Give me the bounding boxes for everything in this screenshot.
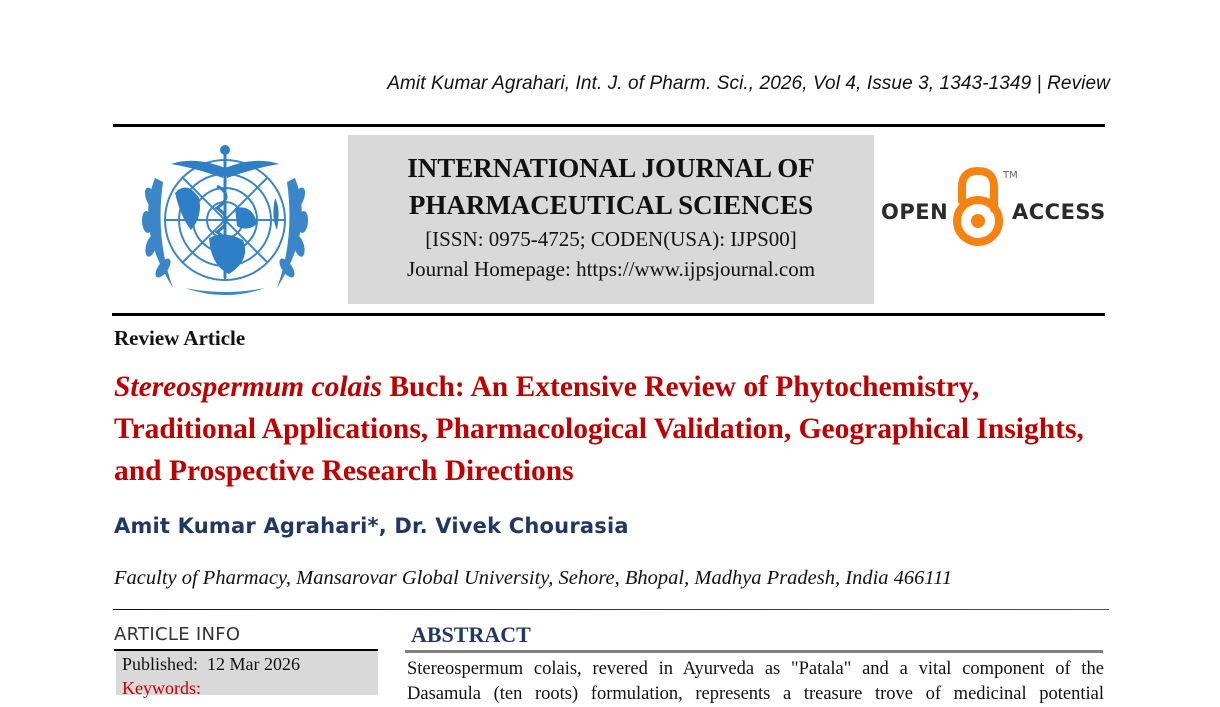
journal-title-line1: INTERNATIONAL JOURNAL OF: [407, 153, 815, 183]
abstract-line-1: Stereospermum colais, revered in Ayurveda as "Patala" and a vital component of the: [407, 659, 1104, 679]
journal-homepage: Journal Homepage: https://www.ijpsjournal.com: [406, 257, 816, 281]
header-top-rule: [113, 124, 1105, 127]
open-access-word-open: OPEN: [881, 200, 949, 224]
article-type: Review Article: [114, 326, 246, 350]
author-list: Amit Kumar Agrahari*, Dr. Vivek Chourasia: [114, 514, 629, 538]
caduceus-globe-laurel-icon: [125, 138, 325, 306]
journal-title-line2: PHARMACEUTICAL SCIENCES: [408, 190, 814, 220]
abstract-heading: ABSTRACT: [411, 622, 531, 647]
running-header-citation: Amit Kumar Agrahari, Int. J. of Pharm. Sci., 2026, Vol 4, Issue 3, 1343-1349 | Review: [387, 73, 1110, 94]
published-row: [122, 654, 300, 675]
abstract-rule: [405, 650, 1103, 653]
abstract-line-2: Dasamula (ten roots) formulation, represents a treasure trove of medicinal potential: [407, 684, 1104, 704]
journal-masthead: [348, 135, 874, 304]
journal-logo: [125, 138, 325, 306]
author-affiliation: Faculty of Pharmacy, Mansarovar Global University, Sehore, Bhopal, Madhya Pradesh, India 466111: [114, 567, 953, 589]
published-date: 12 Mar 2026: [207, 654, 301, 674]
abstract-body: [407, 657, 1104, 707]
keywords-label: Keywords:: [122, 678, 201, 698]
article-title-rest: Buch: An Extensive Review of Phytochemistry, Traditional Applications, Pharmacological Validation, Geographical Insights, and Prospective Research Directions: [114, 371, 1084, 487]
open-access-word-access: ACCESS: [1012, 200, 1106, 224]
trademark-mark: TM: [1003, 170, 1018, 181]
published-label: Published:: [122, 654, 199, 674]
open-lock-icon: [948, 163, 1008, 253]
article-info-box: [116, 651, 378, 698]
article-title: [114, 366, 1114, 492]
affiliation-divider: [113, 609, 1109, 610]
header-bottom-rule: [112, 313, 1105, 316]
article-info-heading: ARTICLE INFO: [114, 624, 241, 645]
article-title-species: Stereospermum colais: [114, 371, 382, 403]
journal-issn: [ISSN: 0975-4725; CODEN(USA): IJPS00]: [425, 227, 797, 251]
